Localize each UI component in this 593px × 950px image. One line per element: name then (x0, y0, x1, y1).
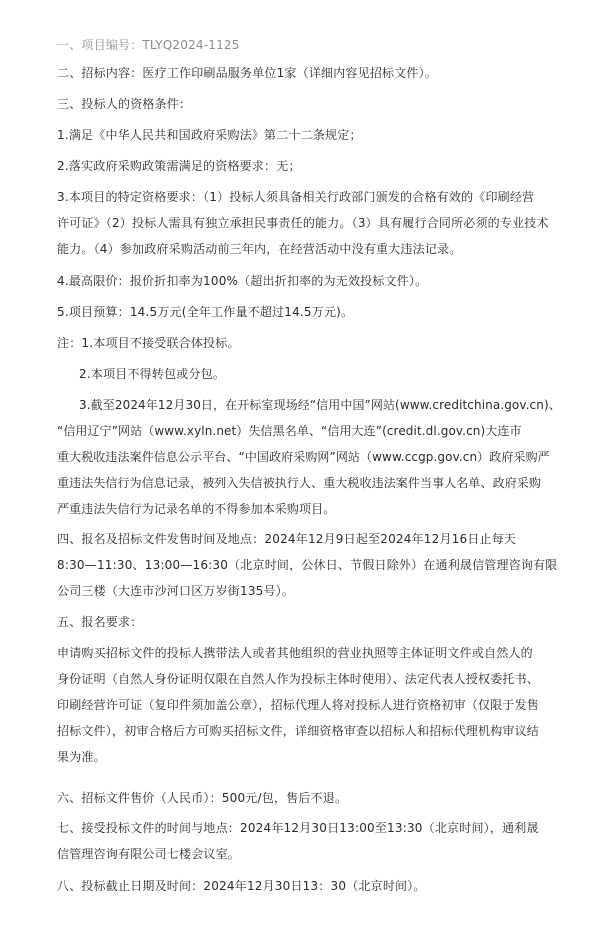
registration-line-3: 公司三楼（大连市沙河口区万岁街135号）。 (57, 584, 295, 598)
qualification-item-3-line-1: 3.本项目的特定资格要求：（1）投标人须具备相关行政部门颁发的合格有效的《印刷经营 (57, 190, 535, 204)
note-item-3-line-5: 严重违法失信行为记录名单的不得参加本采购项目。 (57, 502, 336, 516)
requirements-line-3: 印刷经营许可证（复印件须加盖公章），招标代理人将对投标人进行资格初审（仅限于发售 (57, 698, 540, 712)
note-item-3-line-1: 3.截至2024年12月30日，在开标室现场经“信用中国”网站(www.creditchina.gov.cn)、 (79, 398, 561, 412)
qualification-item-2: 2.落实政府采购政策需满足的资格要求：无； (57, 159, 301, 173)
qualification-item-1: 1.满足《中华人民共和国政府采购法》第二十二条规定； (57, 128, 362, 142)
deadline-line: 八、投标截止日期及时间：2024年12月30日13：30（北京时间）。 (57, 879, 426, 893)
tender-content-line: 二、招标内容：医疗工作印刷品服务单位1家（详细内容见招标文件）。 (57, 66, 438, 80)
requirements-heading: 五、报名要求： (57, 615, 143, 629)
registration-line-2: 8:30—11:30、13:00—16:30（北京时间，公休日、节假日除外）在通利晟信管理咨询有限 (57, 558, 558, 572)
receipt-line-2: 信管理咨询有限公司七楼会议室。 (57, 847, 241, 861)
note-item-2: 2.本项目不得转包或分包。 (79, 367, 226, 381)
project-number-line: 一、项目编号：TLYQ2024-1125 (57, 38, 240, 52)
requirements-line-1: 申请购买招标文件的投标人携带法人或者其他组织的营业执照等主体证明文件或自然人的 (57, 646, 533, 660)
qualification-item-3-line-2: 许可证》（2）投标人需具有独立承担民事责任的能力。（3）具有履行合同所必须的专业技术 (57, 216, 549, 230)
qualification-item-4: 4.最高限价：报价折扣率为100%（超出折扣率的为无效投标文件）。 (57, 274, 428, 288)
qualification-item-5: 5.项目预算：14.5万元(全年工作量不超过14.5万元)。 (57, 305, 354, 319)
requirements-line-2: 身份证明（自然人身份证明仅限在自然人作为投标主体时使用）、法定代表人授权委托书、 (57, 672, 540, 686)
document-price-line: 六、招标文件售价（人民币）：500元/包，售后不退。 (57, 791, 348, 805)
receipt-line-1: 七、接受投标文件的时间与地点：2024年12月30日13:00至13:30（北京时间），通利晟 (57, 821, 539, 835)
note-item-3-line-2: “信用辽宁”网站（www.xyln.net）失信黑名单、“信用大连”(credit.dl.gov.cn)大连市 (57, 424, 522, 438)
registration-line-1: 四、报名及招标文件发售时间及地点：2024年12月9日起至2024年12月16日止每天 (57, 532, 517, 546)
requirements-line-5: 果为准。 (57, 750, 106, 764)
note-item-3-line-4: 重违法失信行为信息记录，被列入失信被执行人、重大税收违法案件当事人名单、政府采购 (57, 476, 542, 490)
note-item-3-line-3: 重大税收违法案件信息公示平台、“中国政府采购网”网站（www.ccgp.gov.cn）政府采购严 (57, 450, 550, 464)
qualification-item-3-line-3: 能力。（4）参加政府采购活动前三年内，在经营活动中没有重大违法记录。 (57, 242, 462, 256)
note-item-1: 注：1.本项目不接受联合体投标。 (57, 336, 240, 350)
qualification-heading: 三、投标人的资格条件： (57, 97, 192, 111)
requirements-line-4: 招标文件），初审合格后方可购买招标文件，详细资格审查以招标人和招标代理机构审议结 (57, 724, 540, 738)
